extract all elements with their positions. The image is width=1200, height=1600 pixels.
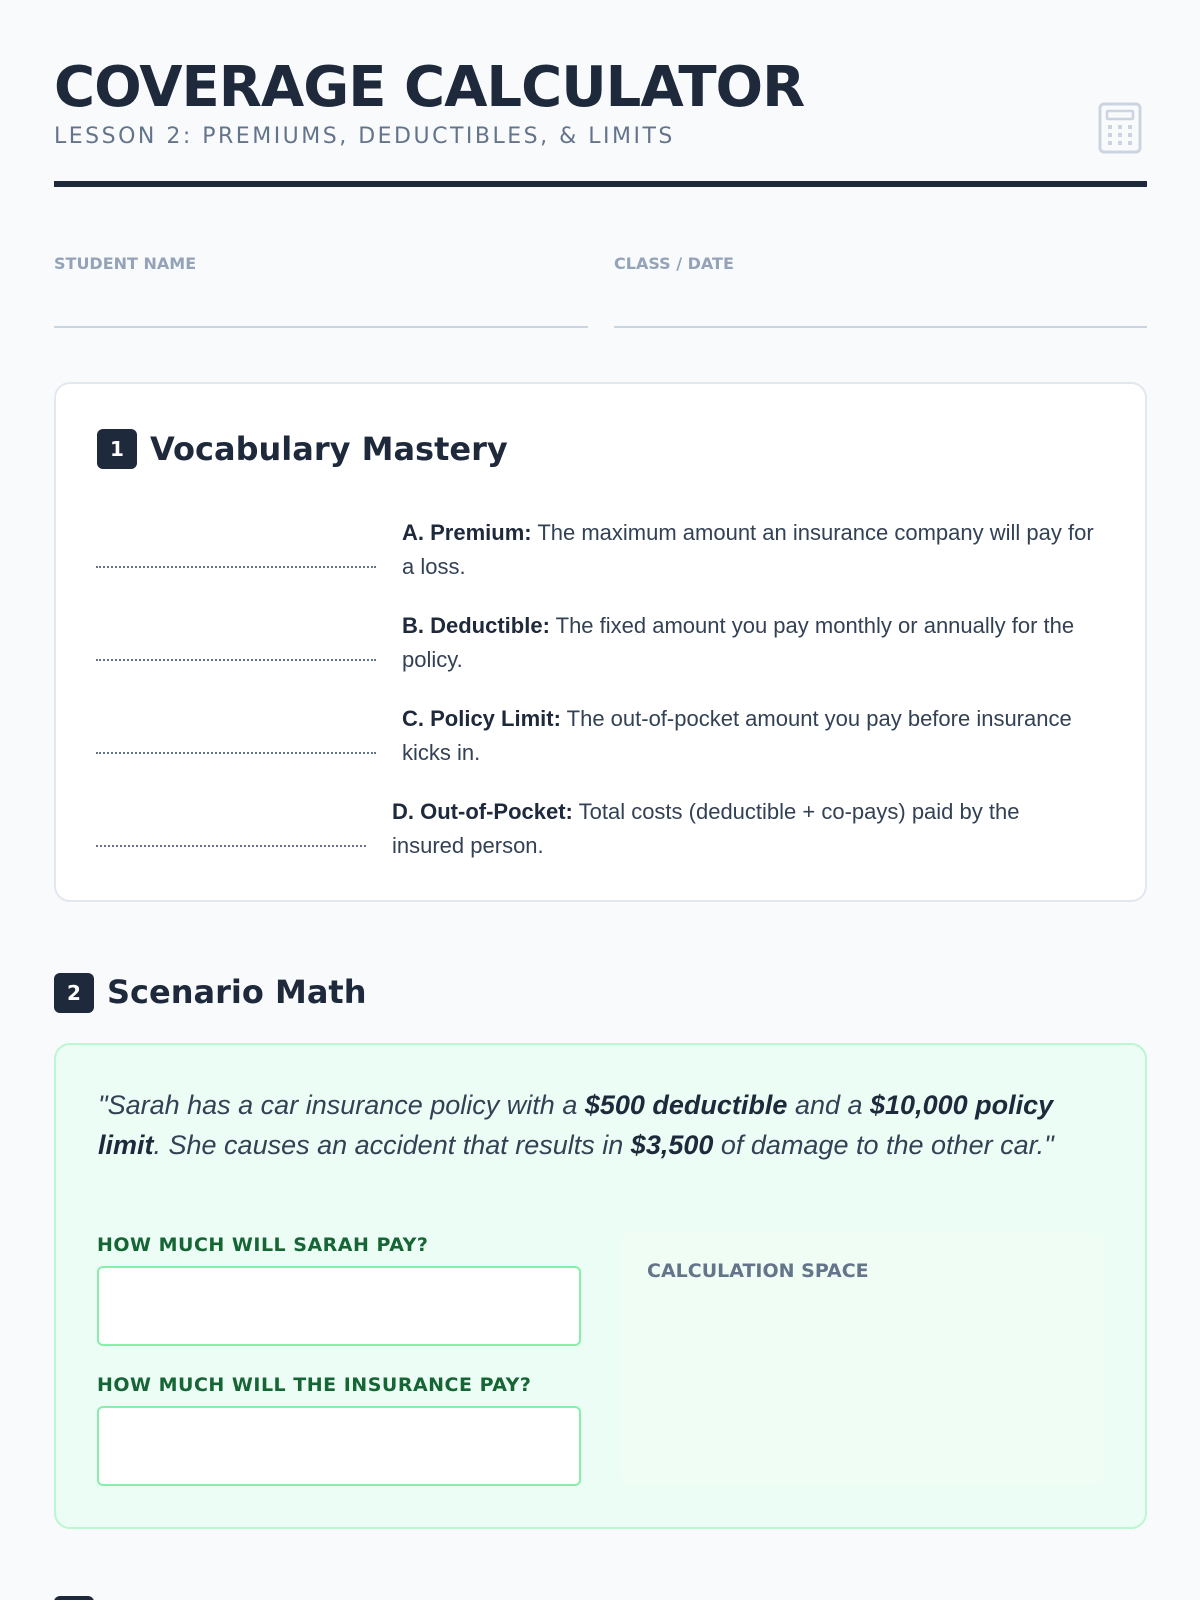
next-section-badge <box>54 1596 94 1600</box>
question-insurance-pay-label: HOW MUCH WILL THE INSURANCE PAY? <box>97 1374 532 1396</box>
vocab-definition <box>402 516 1102 584</box>
scenario-text <box>98 1085 1108 1165</box>
vocab-term: D. Out-of-Pocket: <box>392 799 573 824</box>
scenario-text-part: and a <box>787 1090 871 1120</box>
vocab-definition-text: Total costs (deductible + co-pays) paid by the insured person. <box>392 799 1020 858</box>
vocab-term: C. Policy Limit: <box>402 706 561 731</box>
section-title-vocabulary: Vocabulary Mastery <box>150 430 508 468</box>
calculation-space-label: CALCULATION SPACE <box>647 1260 869 1282</box>
vocab-definition-text: The maximum amount an insurance company will pay for a loss. <box>402 520 1094 579</box>
vocab-definition-text: The out-of-pocket amount you pay before insurance kicks in. <box>402 706 1072 765</box>
vocab-item <box>96 504 1106 584</box>
vocab-definition <box>402 609 1102 677</box>
class-date-label: CLASS / DATE <box>614 254 734 273</box>
scenario-text-part: . She causes an accident that results in <box>153 1130 631 1160</box>
student-name-field[interactable] <box>54 326 588 328</box>
vocab-definition-text: The fixed amount you pay monthly or annually for the policy. <box>402 613 1075 672</box>
vocab-definition <box>402 702 1102 770</box>
scenario-text-part: of damage to the other car." <box>713 1130 1054 1160</box>
vocab-item <box>96 783 1106 863</box>
section-title-scenario: Scenario Math <box>107 973 367 1011</box>
vocab-term: A. Premium: <box>402 520 532 545</box>
scenario-policy-limit: $10,000 policy limit <box>98 1090 1054 1160</box>
vocab-answer-blank[interactable] <box>96 752 376 754</box>
vocab-term: B. Deductible: <box>402 613 550 638</box>
class-date-field[interactable] <box>614 326 1147 328</box>
calculator-icon <box>1098 102 1142 154</box>
section-number-badge: 1 <box>97 429 137 469</box>
scenario-deductible: $500 deductible <box>584 1090 788 1120</box>
vocab-item <box>96 690 1106 770</box>
vocab-answer-blank[interactable] <box>96 845 366 847</box>
vocab-item <box>96 597 1106 677</box>
section-number-badge: 2 <box>54 973 94 1013</box>
vocab-answer-blank[interactable] <box>96 566 376 568</box>
question-sarah-pay-label: HOW MUCH WILL SARAH PAY? <box>97 1234 429 1256</box>
scenario-text-part: "Sarah has a car insurance policy with a <box>98 1090 585 1120</box>
page-title: COVERAGE CALCULATOR <box>54 55 805 120</box>
page-subtitle: LESSON 2: PREMIUMS, DEDUCTIBLES, & LIMITS <box>54 124 675 149</box>
insurance-pay-answer-box[interactable] <box>97 1406 581 1486</box>
vocab-answer-blank[interactable] <box>96 659 376 661</box>
header-divider <box>54 181 1147 187</box>
student-name-label: STUDENT NAME <box>54 254 197 273</box>
sarah-pay-answer-box[interactable] <box>97 1266 581 1346</box>
calculation-space[interactable] <box>620 1233 1105 1485</box>
scenario-damage-amount: $3,500 <box>630 1130 714 1160</box>
vocab-definition <box>392 795 1092 863</box>
